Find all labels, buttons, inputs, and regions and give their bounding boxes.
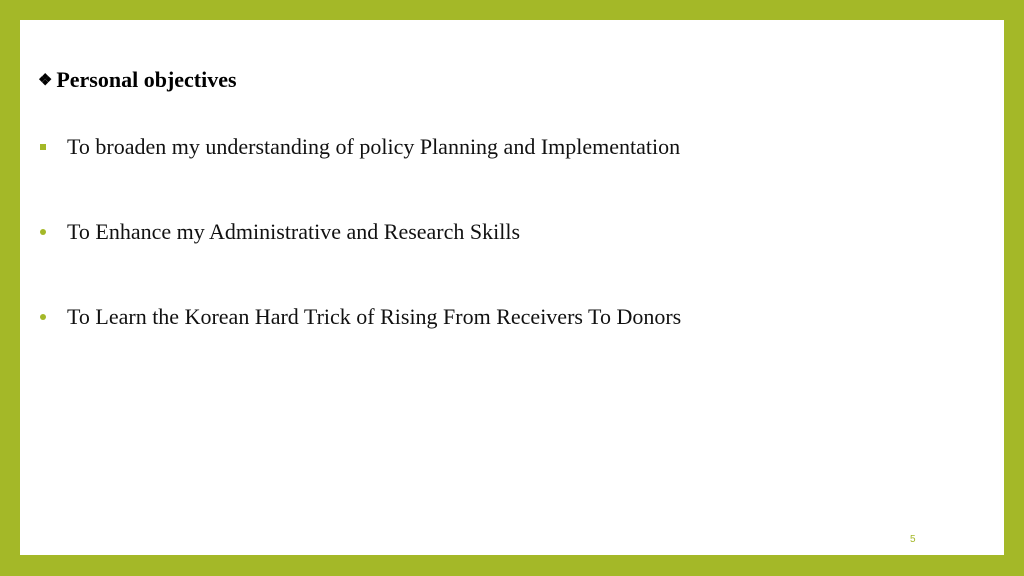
page-number: 5 [910, 534, 916, 545]
heading-text: Personal objectives [56, 67, 237, 92]
diamond-bullet-icon: ❖ [38, 72, 53, 89]
list-item [38, 133, 681, 161]
bullet-text: To Learn the Korean Hard Trick of Rising From Receivers To Donors [67, 304, 682, 329]
slide-heading [38, 66, 237, 95]
list-item [38, 218, 681, 246]
slide [20, 20, 1004, 555]
square-bullet-icon [40, 144, 46, 150]
round-bullet-icon [40, 229, 46, 235]
bullet-text: To Enhance my Administrative and Research Skills [67, 219, 521, 244]
bullet-text: To broaden my understanding of policy Planning and Implementation [67, 134, 681, 159]
round-bullet-icon [40, 314, 46, 320]
list-item [38, 303, 681, 331]
objectives-list [38, 133, 681, 388]
